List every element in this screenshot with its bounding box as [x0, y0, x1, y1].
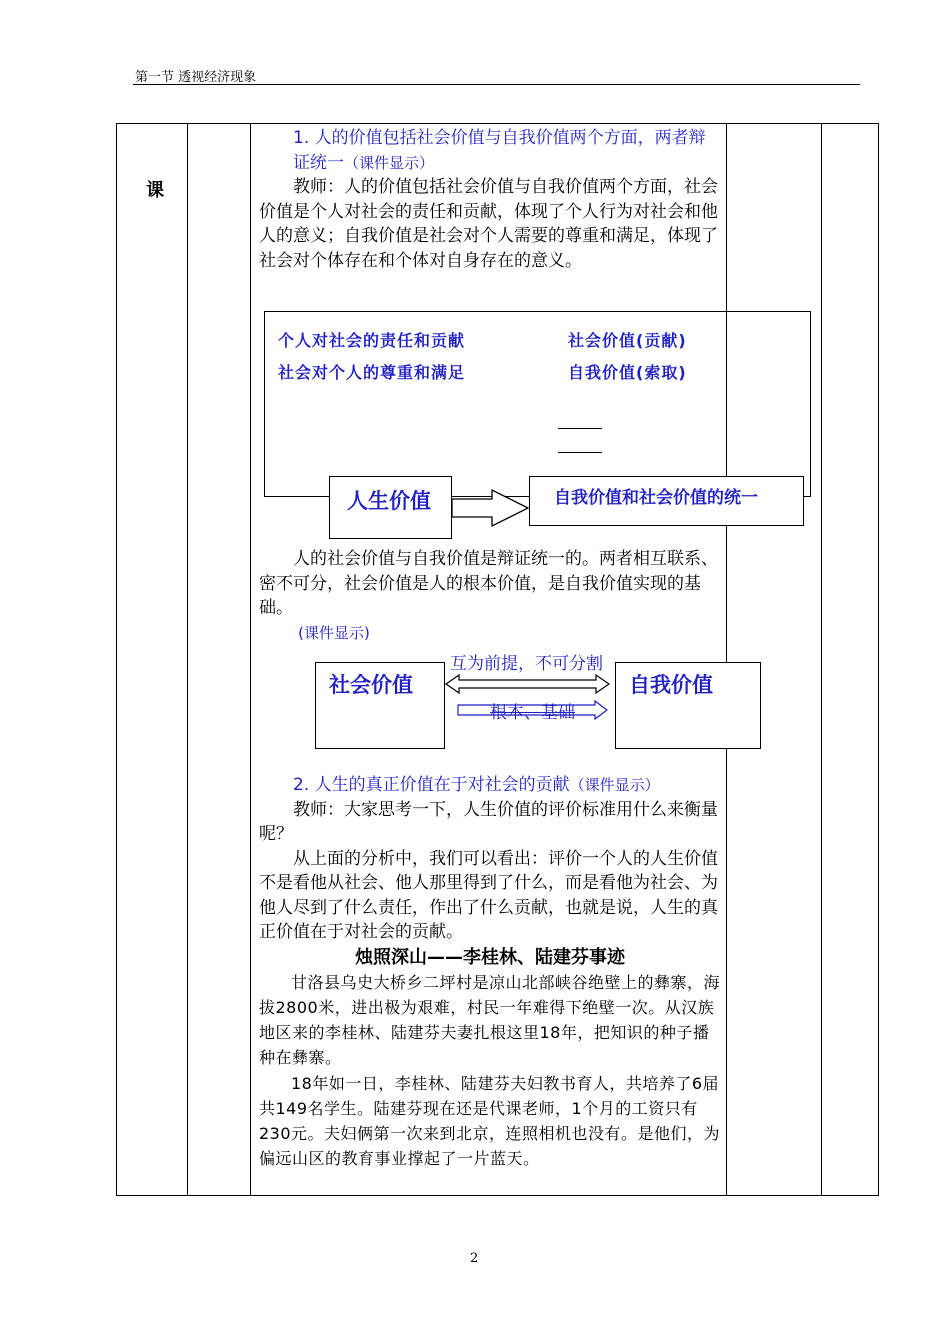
- diagram-row2-right: 自我价值(索取): [568, 363, 687, 382]
- relation-bottom-label: 根本、基础: [490, 703, 575, 723]
- section1b-text: 人的社会价值与自我价值是辩证统一的。两者相互联系、密不可分，社会价值是人的根本价值，是自我价值实现的基础。: [259, 549, 718, 618]
- unity-box: [529, 476, 804, 526]
- diagram-row2-left: 社会对个人的尊重和满足: [278, 363, 466, 382]
- column-divider: [821, 124, 822, 1195]
- diagram-row1-right: 社会价值(贡献): [568, 331, 687, 350]
- double-arrow: [445, 673, 610, 695]
- social-value-box: [315, 662, 445, 749]
- section2-heading: [259, 773, 721, 798]
- diagram-arrow: [452, 488, 530, 528]
- self-value-label: 自我价值: [629, 673, 713, 697]
- section1-heading-text: 1. 人的价值包括社会价值与自我价值两个方面，两者辩证统一: [293, 128, 706, 173]
- diagram-row1-left: 个人对社会的责任和贡献: [278, 331, 466, 350]
- row-label: 课: [146, 180, 164, 201]
- section2-content: [259, 773, 721, 1171]
- story-title: 烛照深山——李桂林、陆建芬事迹: [355, 946, 625, 968]
- section1b-note: [259, 621, 721, 646]
- section1b-note-text: (课件显示): [298, 623, 370, 642]
- section2-heading-text: 2. 人生的真正价值在于对社会的贡献: [293, 775, 570, 795]
- section1b-content: [259, 547, 721, 645]
- section2-teacher: 教师：大家思考一下，人生价值的评价标准用什么来衡量呢？: [259, 799, 718, 844]
- relation-top-label: 互为前提，不可分割: [450, 654, 603, 674]
- section1-heading: [259, 126, 721, 175]
- story-paragraph-1: 甘洛县乌史大桥乡二坪村是凉山北部峡谷绝壁上的彝寨，海拔2800米，进出极为艰难，村民一年难得下绝壁一次。从汉族地区来的李桂林、陆建芬夫妻扎根这里18年，把知识的种子播种在彝寨。: [259, 973, 721, 1067]
- section1-teacher: 教师：人的价值包括社会价值与自我价值两个方面，社会价值是个人对社会的责任和贡献，体现了个人行为对社会和他人的意义；自我价值是社会对个人需要的尊重和满足，体现了社会对个体存在和个体对自身存在的意义。: [259, 177, 718, 271]
- unity-label: 自我价值和社会价值的统一: [554, 488, 758, 508]
- header-rule: [133, 84, 860, 85]
- section1-note: （课件显示）: [344, 153, 435, 172]
- self-value-box: [615, 662, 761, 749]
- relation-diagram: [314, 647, 764, 752]
- life-value-box: [329, 476, 452, 539]
- main-content: [259, 126, 721, 273]
- diagram-short-line: [558, 452, 602, 453]
- story-paragraph-2: 18年如一日，李桂林、陆建芬夫妇教书育人，共培养了6届共149名学生。陆建芬现在还是代课老师，1个月的工资只有230元。夫妇俩第一次来到北京，连照相机也没有。是他们，为偏远山区的教育事业撑起了一片蓝天。: [259, 1074, 721, 1168]
- value-diagram: [264, 311, 812, 541]
- column-divider: [187, 124, 188, 1195]
- page-number: 2: [470, 1251, 479, 1266]
- column-divider: [250, 124, 251, 1195]
- section2-note: （课件显示）: [569, 776, 660, 794]
- section2-analysis: 从上面的分析中，我们可以看出：评价一个人的人生价值不是看他从社会、他人那里得到了什么，而是看他为社会、为他人尽到了什么责任，作出了什么贡献，也就是说，人生的真正价值在于对社会的贡献。: [259, 848, 718, 942]
- diagram-short-line: [558, 428, 602, 429]
- life-value-label: 人生价值: [347, 489, 431, 513]
- page-header: 第一节 透视经济现象: [135, 70, 257, 85]
- social-value-label: 社会价值: [329, 673, 413, 697]
